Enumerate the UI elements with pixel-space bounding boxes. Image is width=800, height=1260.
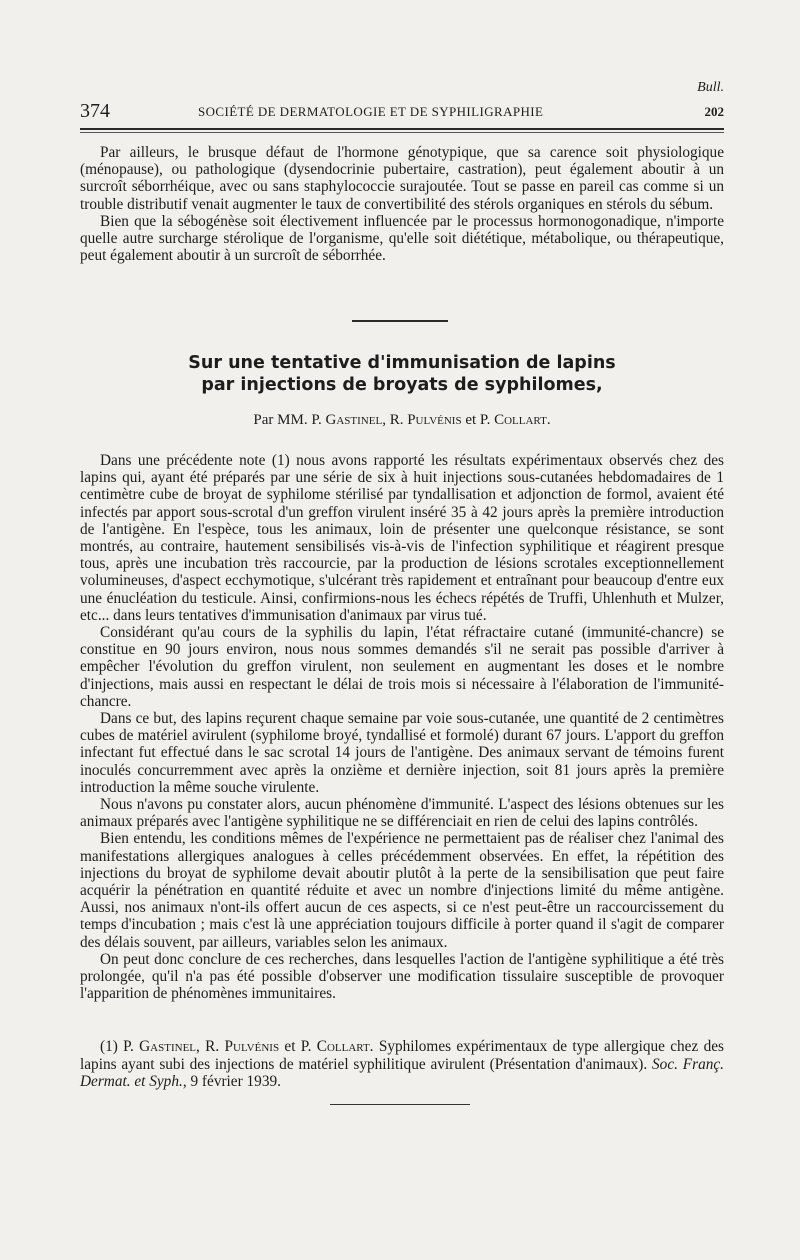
authors-suffix: . bbox=[546, 412, 551, 428]
footnote-end-rule bbox=[330, 1104, 470, 1105]
bull-label: Bull. bbox=[697, 80, 724, 95]
article-title-line-2: par injections de broyats de syphilomes, bbox=[201, 375, 603, 395]
body-paragraph-4: Nous n'avons pu constater alors, aucun phénomène d'immunité. L'aspect des lésions obtenues sur les animaux préparés avec l'antigène syphilitique ne se différenciait en rien de celui des lapins contrôlés. bbox=[80, 796, 724, 831]
article-authors: Par MM. P. Gastinel, R. Pulvénis et P. Collart. bbox=[253, 412, 551, 428]
page-number: 374 bbox=[80, 100, 110, 122]
bulletin-number: 202 bbox=[704, 104, 724, 119]
article-body bbox=[80, 452, 724, 1003]
author-collart: P. Collart bbox=[479, 412, 547, 428]
article-title-line-1: Sur une tentative d'immunisation de lapins bbox=[188, 353, 616, 373]
authors-prefix: Par MM. bbox=[253, 412, 312, 428]
body-paragraph-5: Bien entendu, les conditions mêmes de l'expérience ne permettaient pas de réaliser chez l'animal des manifestations allergiques analogues à celles précédemment observées. En effet, la répétition des injections du broyat de syphilome devait aboutir plutôt à la perte de la sensibilisation que peut faire acquérir la pénétration en quantité réduite et avec un nombre d'injections limité du même antigène. Aussi, nos animaux n'ont-ils offert aucun de ces aspects, si ce n'est peut-être un raccourcissement du temps d'incubation ; mais c'est là une appréciation toujours difficile à porter quand il s'agit de comparer des délais souvent, par ailleurs, variables selon les animaux. bbox=[80, 830, 724, 951]
footnote-paragraph bbox=[80, 1038, 724, 1091]
header-rule bbox=[80, 128, 724, 130]
intro-paragraph-1: Par ailleurs, le brusque défaut de l'hormone génotypique, que sa carence soit physiologique (ménopause), ou pathologique (dysendocrinie pubertaire, castration), peut également aboutir à un surcroît séborrhéique, avec ou sans staphylococcie surajoutée. Tout se passe en pareil cas comme si un trouble distributif venait augmenter le taux de convertibilité des stérols organiques en stérols du sébum. bbox=[80, 144, 724, 213]
footnote-date: , 9 février 1939. bbox=[182, 1073, 281, 1090]
footnote-author-gastinel: P. Gastinel bbox=[123, 1038, 197, 1055]
body-paragraph-2: Considérant qu'au cours de la syphilis du lapin, l'état réfractaire cutané (immunité-chancre) se constitue en 90 jours environ, nous nous sommes demandés s'il ne serait pas possible d'arriver à empêcher l'évolution du greffon virulent, non seulement en augmentant les doses et le nombre d'injections, mais aussi en respectant le délai de trois mois si nécessaire à l'élaboration de l'immunité-chancre. bbox=[80, 624, 724, 710]
body-paragraph-6: On peut donc conclure de ces recherches, dans lesquelles l'action de l'antigène syphilitique a été très prolongée, qu'il n'a pas été possible d'observer une modification tissulaire susceptible de provoquer l'apparition de phénomènes immunitaires. bbox=[80, 950, 724, 1003]
running-title: SOCIÉTÉ DE DERMATOLOGIE ET DE SYPHILIGRAPHIE bbox=[198, 104, 544, 119]
intro-paragraph-2: Bien que la sébogénèse soit électivement influencée par le processus hormonogonadique, n'importe quelle autre surcharge stérolique de l'organisme, qu'elle soit diététique, métabolique, ou thérapeutique, peut également aboutir à un surcroît de séborrhée. bbox=[80, 212, 724, 265]
header-rule-thin bbox=[80, 132, 724, 133]
page-header bbox=[80, 100, 724, 124]
footnote-sep: , bbox=[196, 1038, 206, 1055]
body-paragraph-1: Dans une précédente note (1) nous avons rapporté les résultats expérimentaux observés chez des lapins qui, ayant été préparés par une série de six à huit injections sous-cutanées hebdomadaires de 1 centimètre cube de broyat de syphilome stérilisé par tyndallisation et adjonction de formol, avaient été infectés par apport sous-scrotal d'un greffon virulent inséré 35 à 42 jours après la première introduction de l'antigène. En l'espèce, tous les animaux, loin de présenter une quelconque résistance, se sont montrés, au contraire, hautement sensibilisés vis-à-vis de l'infection syphilitique et réagirent presque tous, après une incubation très raccourcie, par la production de lésions scrotales exceptionnellement volumineuses, d'aspect ecchymotique, s'ulcérant très rapidement et entraînant pour beaucoup d'entre eux une énucléation du testicule. Ainsi, confirmions-nous les échecs répétés de Truffi, Uhlenhuth et Mulzer, etc... dans leurs tentatives d'immunisation d'animaux par virus tué. bbox=[80, 452, 724, 624]
article-title bbox=[80, 352, 724, 396]
authors-and: et bbox=[461, 412, 480, 428]
footnote-author-pulvenis: R. Pulvénis bbox=[205, 1038, 280, 1055]
author-pulvenis: R. Pulvénis bbox=[389, 412, 462, 428]
footnote-and: et bbox=[279, 1038, 301, 1055]
intro-text bbox=[80, 144, 724, 264]
footnote-marker: (1) bbox=[100, 1038, 124, 1055]
footnote-author-collart: P. Collart bbox=[300, 1038, 370, 1055]
footnote bbox=[80, 1038, 724, 1091]
footnote-journal: Soc. Franç. Dermat. et Syph. bbox=[80, 1055, 724, 1090]
author-gastinel: P. Gastinel bbox=[311, 412, 383, 428]
body-paragraph-3: Dans ce but, des lapins reçurent chaque semaine par voie sous-cutanée, une quantité de 2 centimètres cubes de matériel avirulent (syphilome broyé, tyndallisé et formolé) durant 67 jours. L'apport du greffon infectant fut effectué dans le sac scrotal 14 jours de l'antigène. Des animaux servant de témoins furent inoculés concurremment avec après la onzième et dernière injection, soit 81 jours après la première introduction la même souche virulente. bbox=[80, 710, 724, 796]
section-separator bbox=[352, 320, 448, 322]
footnote-text: . Syphilomes expérimentaux de type allergique chez des lapins ayant subi des injections de matériel syphilitique avirulent (Présentation d'animaux). bbox=[80, 1038, 724, 1073]
